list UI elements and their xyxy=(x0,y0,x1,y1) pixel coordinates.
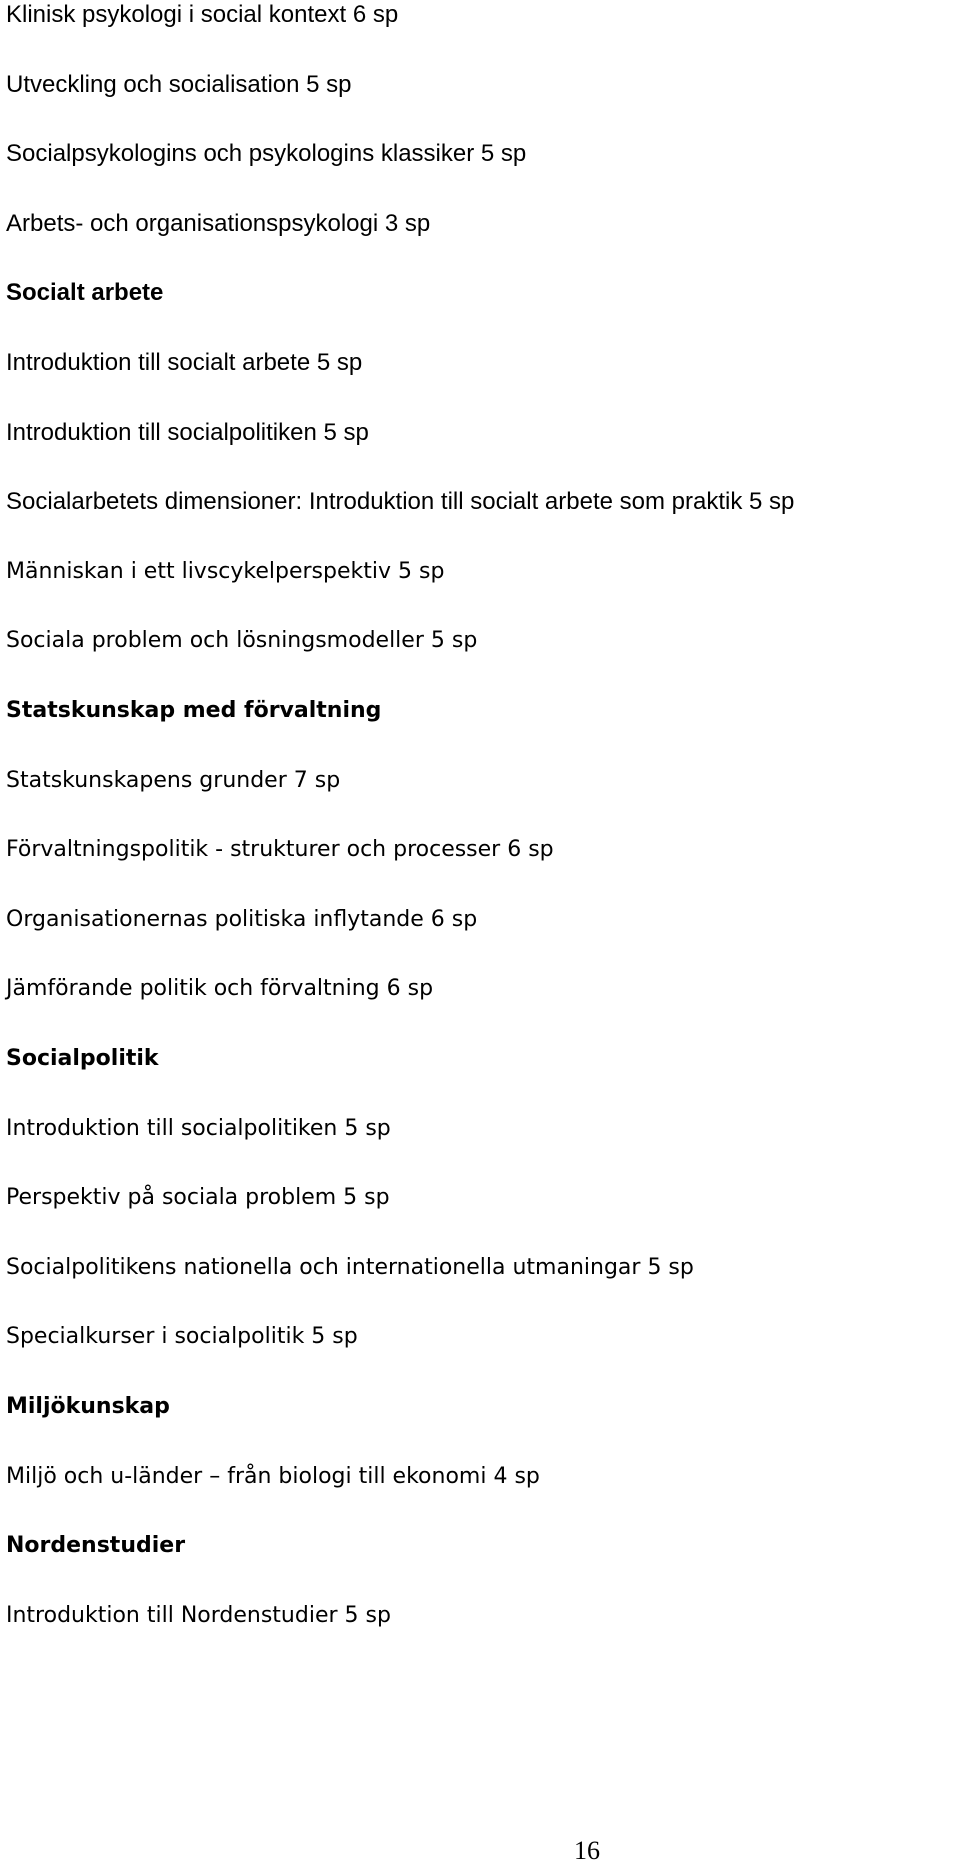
course-line: Statskunskapens grunder 7 sp xyxy=(6,767,341,793)
page-number: 16 xyxy=(574,1836,600,1865)
course-line: Miljö och u-länder – från biologi till ekonomi 4 sp xyxy=(6,1463,540,1489)
course-line: Socialarbetets dimensioner: Introduktion till socialt arbete som praktik 5 sp xyxy=(6,488,795,516)
course-line: Sociala problem och lösningsmodeller 5 sp xyxy=(6,628,478,654)
course-line: Förvaltningspolitik - strukturer och processer 6 sp xyxy=(6,837,554,863)
course-line: Jämförande politik och förvaltning 6 sp xyxy=(6,976,434,1002)
course-line: Klinisk psykologi i social kontext 6 sp xyxy=(6,1,399,28)
course-line: Organisationernas politiska inflytande 6 sp xyxy=(6,906,478,932)
course-line: Introduktion till socialpolitiken 5 sp xyxy=(6,418,369,446)
section-heading: Statskunskap med förvaltning xyxy=(6,698,382,723)
course-line: Specialkurser i socialpolitik 5 sp xyxy=(6,1324,358,1350)
course-line: Perspektiv på sociala problem 5 sp xyxy=(6,1185,390,1211)
course-line: Introduktion till socialt arbete 5 sp xyxy=(6,349,363,376)
course-line: Introduktion till socialpolitiken 5 sp xyxy=(6,1115,391,1141)
section-heading: Nordenstudier xyxy=(6,1533,186,1559)
course-line: Socialpsykologins och psykologins klassiker 5 sp xyxy=(6,140,527,168)
section-heading: Miljökunskap xyxy=(6,1394,170,1419)
section-heading: Socialpolitik xyxy=(6,1046,159,1071)
course-line: Socialpolitikens nationella och internationella utmaningar 5 sp xyxy=(6,1254,694,1280)
course-line: Människan i ett livscykelperspektiv 5 sp xyxy=(6,558,445,584)
course-line: Utveckling och socialisation 5 sp xyxy=(6,70,352,98)
course-line: Introduktion till Nordenstudier 5 sp xyxy=(6,1602,391,1628)
section-heading: Socialt arbete xyxy=(6,279,164,307)
course-line: Arbets- och organisationspsykologi 3 sp xyxy=(6,209,431,237)
